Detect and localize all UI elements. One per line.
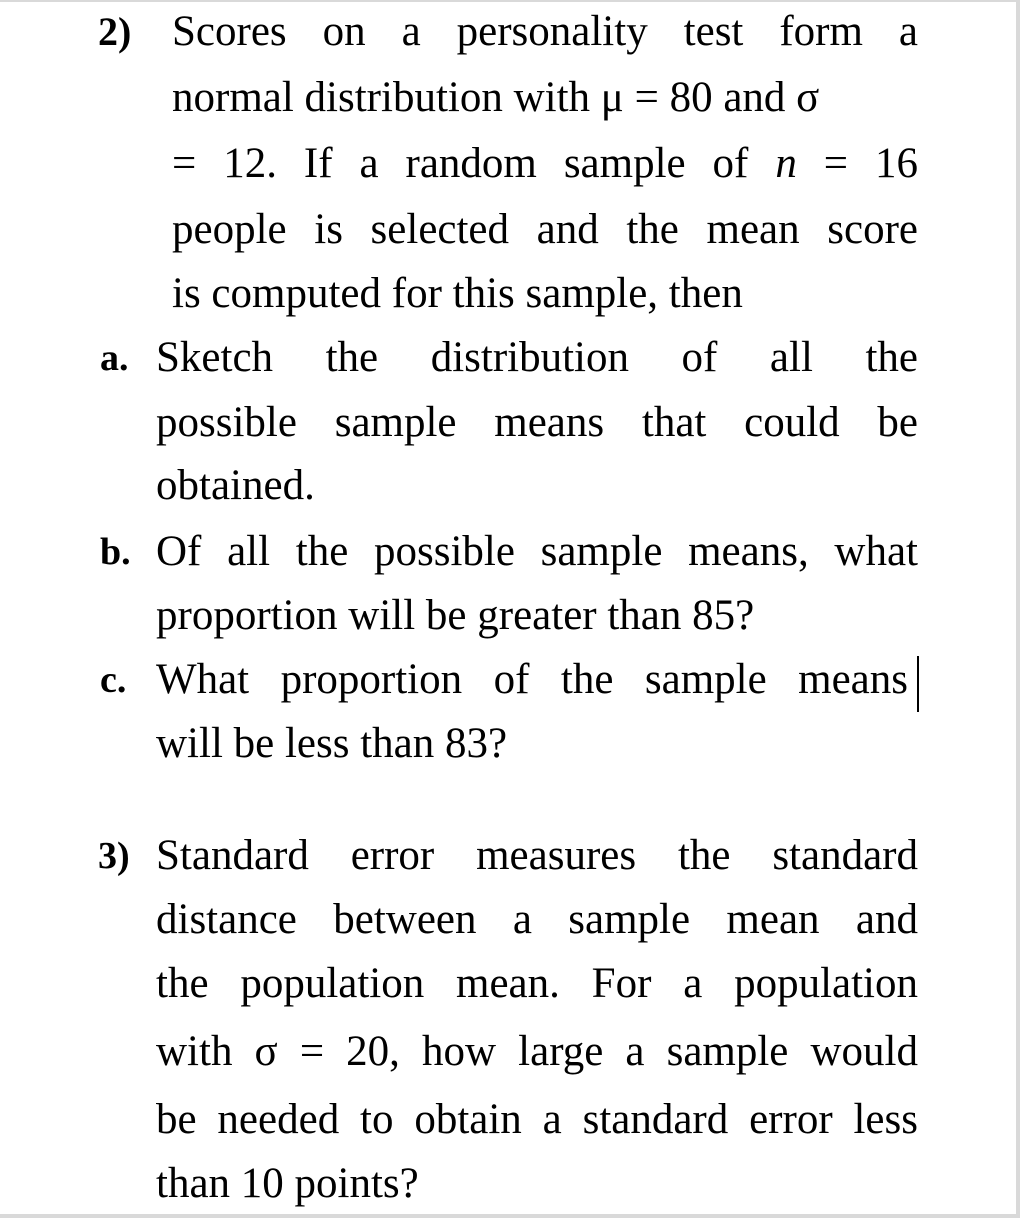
frame-top-border	[0, 0, 1020, 2]
question-3-line-5: be needed to obtain a standard error less	[156, 1096, 918, 1143]
part-c-label: c.	[100, 659, 127, 701]
question-2-line-3-post: = 16	[796, 140, 918, 187]
part-b-line-1: Of all the possible sample means, what	[156, 528, 918, 575]
question-2-line-1: Scores on a personality test form a	[172, 8, 918, 55]
part-b-line-2: proportion will be greater than 85?	[156, 592, 755, 639]
part-a-label: a.	[100, 337, 129, 379]
part-a-line-3: obtained.	[156, 462, 315, 509]
question-3-line-1: Standard error measures the standard	[156, 832, 918, 879]
text-cursor	[917, 656, 919, 712]
frame-right-border	[1016, 0, 1020, 1218]
question-2-line-3	[172, 138, 918, 190]
question-2-line-5: is computed for this sample, then	[172, 270, 743, 317]
question-3-line-2: distance between a sample mean and	[156, 896, 918, 943]
part-a-line-1: Sketch the distribution of all the	[156, 334, 918, 381]
frame-bottom-border	[0, 1214, 1020, 1218]
part-c-line-2: will be less than 83?	[156, 720, 508, 767]
sample-size-variable: n	[775, 140, 797, 187]
question-2-line-3-pre: = 12. If a random sample of	[172, 140, 776, 187]
question-3-number: 3)	[98, 835, 130, 877]
question-3-line-3: the population mean. For a population	[156, 960, 918, 1007]
question-2-line-4: people is selected and the mean score	[172, 206, 918, 253]
question-2-number: 2)	[98, 9, 132, 54]
part-b-label: b.	[100, 531, 131, 573]
question-2-line-2: normal distribution with μ = 80 and σ	[172, 74, 820, 121]
part-a-line-2: possible sample means that could be	[156, 399, 918, 446]
question-3-line-6: than 10 points?	[156, 1160, 419, 1207]
part-c-line-1: What proportion of the sample means	[156, 656, 908, 703]
question-3-line-4: with σ = 20, how large a sample would	[156, 1028, 918, 1075]
